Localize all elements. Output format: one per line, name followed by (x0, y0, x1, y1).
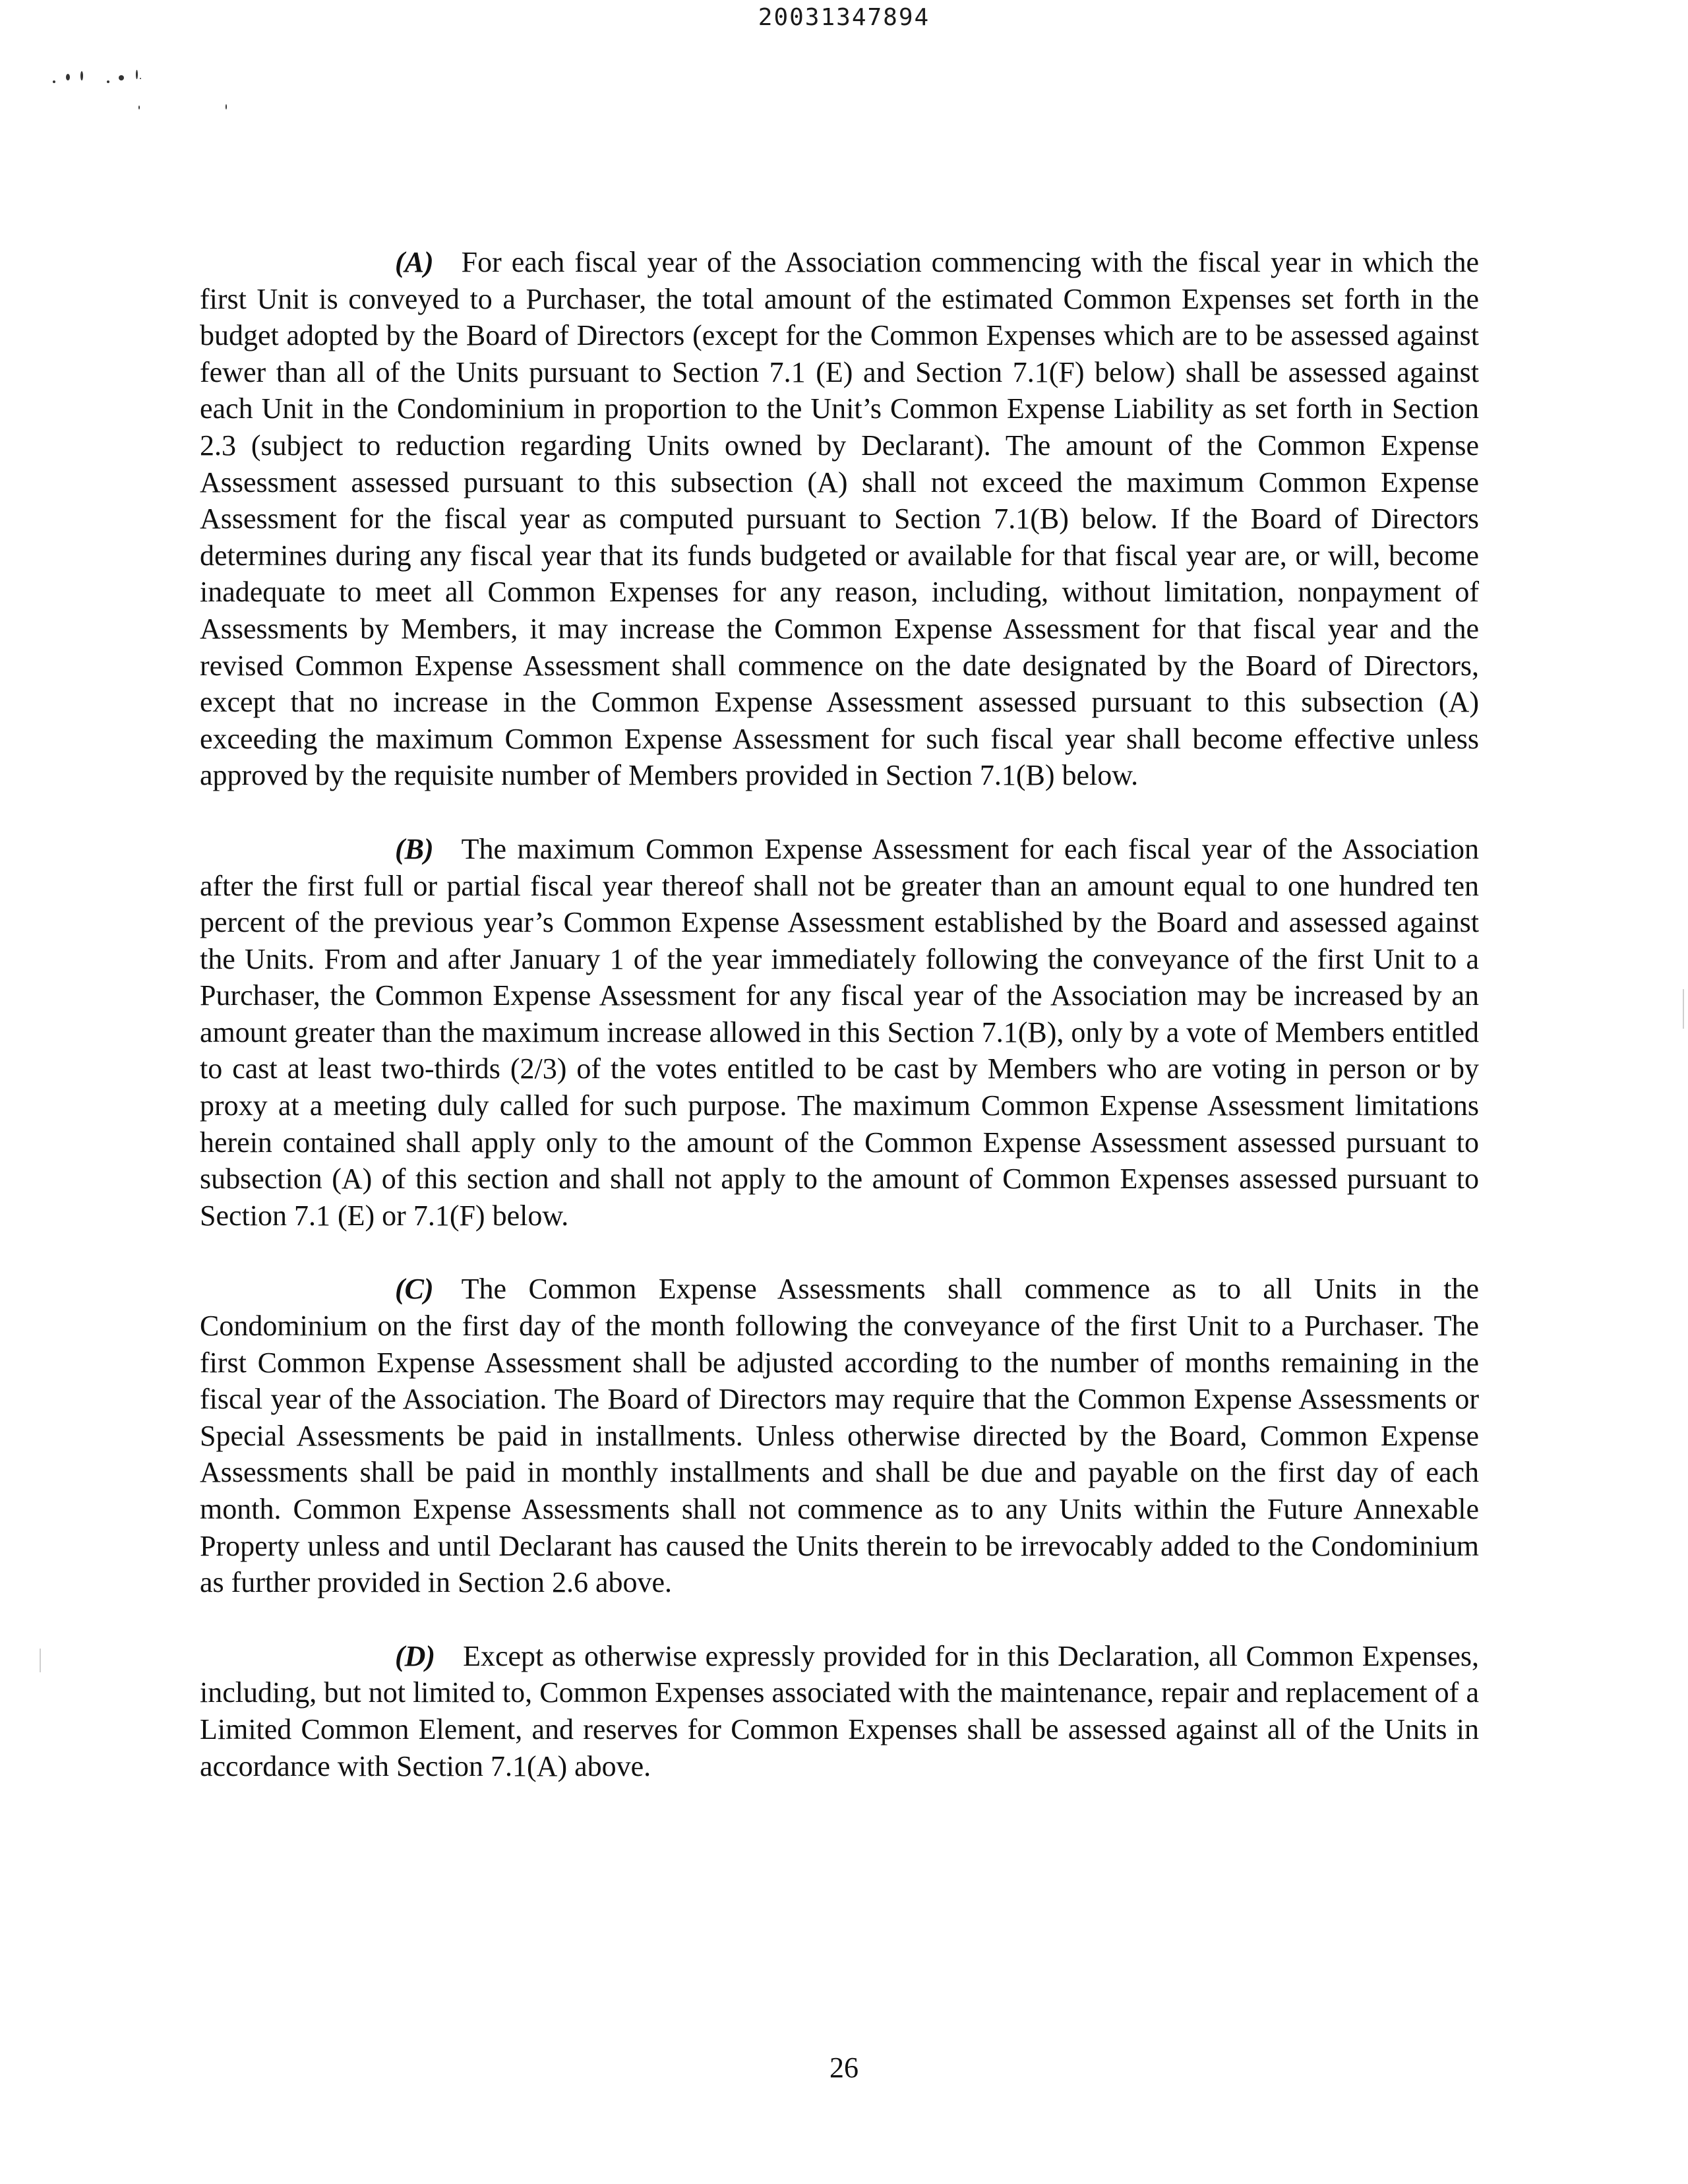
paragraph-label: (C) (395, 1273, 434, 1306)
document-body (200, 244, 1479, 1821)
paragraph-a (200, 244, 1479, 794)
document-number: 20031347894 (758, 4, 930, 31)
paragraph-c (200, 1271, 1479, 1600)
paragraph-label: (A) (395, 246, 434, 278)
scan-specks (46, 66, 244, 119)
paragraph-text: The maximum Common Expense Assessment for each fiscal year of the Association after the first full or partial fiscal year thereof shall not be greater than an amount equal to one hundred ten percent of the previous year’s Common Expense Assessment established by the Board and assessed against the Units. From and after January 1 of the year immediately following the conveyance of the first Unit to a Purchaser, the Common Expense Assessment for any fiscal year of the Association may be increased by an amount greater than the maximum increase allowed in this Section 7.1(B), only by a vote of Members entitled to cast at least two-thirds (2/3) of the votes entitled to be cast by Members who are voting in person or by proxy at a meeting duly called for such purpose. The maximum Common Expense Assessment limitations herein contained shall apply only to the amount of the Common Expense Assessment assessed pursuant to subsection (A) of this section and shall not apply to the amount of Common Expenses assessed pursuant to Section 7.1 (E) or 7.1(F) below. (200, 832, 1479, 1232)
paragraph-text: Except as otherwise expressly provided for in this Declaration, all Common Expenses, including, but not limited to, Common Expenses associated with the maintenance, repair and replacement of a Limited Common Element, and reserves for Common Expenses shall be assessed against all of the Units in accordance with Section 7.1(A) above. (200, 1639, 1479, 1782)
margin-mark-left (40, 1649, 41, 1672)
paragraph-b (200, 831, 1479, 1234)
paragraph-label: (B) (395, 832, 434, 865)
page-number: 26 (829, 2051, 859, 2084)
paragraph-text: The Common Expense Assessments shall commence as to all Units in the Condominium on the first day of the month following the conveyance of the first Unit to a Purchaser. The first Common Expense Assessment shall be adjusted according to the number of months remaining in the fiscal year of the Association. The Board of Directors may require that the Common Expense Assessments or Special Assessments be paid in installments. Unless otherwise directed by the Board, Common Expense Assessments shall be paid in monthly installments and shall be due and payable on the first day of each month. Common Expense Assessments shall not commence as to any Units within the Future Annexable Property unless and until Declarant has caused the Units therein to be irrevocably added to the Condominium as further provided in Section 2.6 above. (200, 1273, 1479, 1599)
paragraph-d (200, 1638, 1479, 1784)
paragraph-text: For each fiscal year of the Association commencing with the fiscal year in which the first Unit is conveyed to a Purchaser, the total amount of the estimated Common Expenses set forth in the budget adopted by the Board of Directors (except for the Common Expenses which are to be assessed against fewer than all of the Units pursuant to Section 7.1 (E) and Section 7.1(F) below) shall be assessed against each Unit in the Condominium in proportion to the Unit’s Common Expense Liability as set forth in Section 2.3 (subject to reduction regarding Units owned by Declarant). The amount of the Common Expense Assessment assessed pursuant to this subsection (A) shall not exceed the maximum Common Expense Assessment for the fiscal year as computed pursuant to Section 7.1(B) below. If the Board of Directors determines during any fiscal year that its funds budgeted or available for that fiscal year are, or will, become inadequate to meet all Common Expenses for any reason, including, without limitation, nonpayment of Assessments by Members, it may increase the Common Expense Assessment for that fiscal year and the revised Common Expense Assessment shall commence on the date designated by the Board of Directors, except that no increase in the Common Expense Assessment assessed pursuant to this subsection (A) exceeding the maximum Common Expense Assessment for such fiscal year shall become effective unless approved by the requisite number of Members provided in Section 7.1(B) below. (200, 246, 1479, 792)
paragraph-label: (D) (395, 1639, 436, 1672)
margin-mark-right (1683, 989, 1684, 1029)
